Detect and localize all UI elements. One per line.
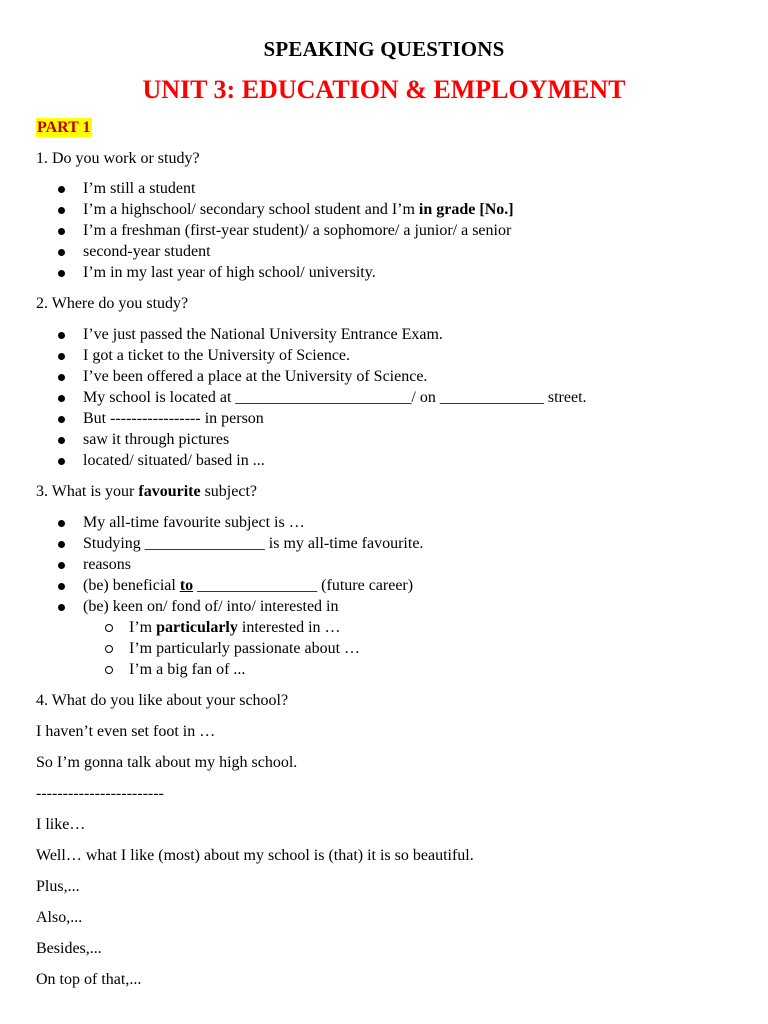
bullet-icon	[58, 374, 65, 381]
part-label: PART 1	[37, 119, 91, 136]
bullet-icon	[58, 437, 65, 444]
bullet-icon	[58, 520, 65, 527]
hollow-bullet-icon	[105, 645, 113, 653]
bullet-icon	[58, 332, 65, 339]
paragraph: Also,...	[36, 909, 83, 926]
bold-phrase: particularly	[156, 619, 238, 636]
bold-phrase: favourite	[138, 483, 201, 500]
separator-line: ------------------------	[36, 785, 164, 802]
bullet-icon	[58, 416, 65, 423]
bullet-icon	[58, 604, 65, 611]
hollow-bullet-icon	[105, 624, 113, 632]
bold-phrase: in grade [No.]	[418, 201, 514, 218]
bullet-icon	[58, 541, 65, 548]
question-3: 3. What is your favourite subject?	[36, 483, 257, 500]
bullet-icon	[58, 249, 65, 256]
paragraph: On top of that,...	[36, 971, 142, 988]
question-2: 2. Where do you study?	[36, 295, 189, 312]
paragraph: So I’m gonna talk about my high school.	[36, 754, 298, 771]
document-page: SPEAKING QUESTIONS UNIT 3: EDUCATION & EMPLOYMENT PART 1 1. Do you work or study? I’m still a student I’m a highschool/ secondary school student and I’m in grade [No.] I’m a freshman (first-year student)/ a sophomore/ a junior/ a senior second-year student I’m in my last year of high school/ university. 2. Where do you study? I’ve just passed the National University Entrance Exam. I got a ticket to the University of Science. I’ve been offered a place at the University of Science. My school is located at ______________________/ on _____________ street. But ----------------- in person saw it through pictures located/ situated/ based in ... 3. What is your favourite subject? My all-time favourite subject is … Studying _______________ is my all-time favourite. reasons (be) beneficial to _______________ (future career) (be) keen on/ fond of/ into/ interested in I’m particularly interested in … I’m particularly passionate about … I’m a big fan of ... 4. What do you like about your school? I haven’t even set foot in … So I’m gonna talk about my high school. ------------------------ I like… Well… what I like (most) about my school is (that) it is so beautiful. Plus,... Also,... Besides,... On top of that,...	[0, 0, 768, 1024]
bullet-icon	[58, 228, 65, 235]
paragraph: Besides,...	[36, 940, 102, 957]
bullet-icon	[58, 270, 65, 277]
document-title: SPEAKING QUESTIONS	[263, 37, 505, 61]
bullet-icon	[58, 395, 65, 402]
bullet-icon	[58, 562, 65, 569]
bullet-icon	[58, 458, 65, 465]
paragraph: I like…	[36, 816, 86, 833]
bold-phrase: to	[179, 577, 194, 594]
paragraph: Well… what I like (most) about my school is (that) it is so beautiful.	[36, 847, 474, 864]
paragraph: I haven’t even set foot in …	[36, 723, 216, 740]
unit-title: UNIT 3: EDUCATION & EMPLOYMENT	[142, 75, 626, 104]
bullet-icon	[58, 207, 65, 214]
bullet-icon	[58, 186, 65, 193]
question-4: 4. What do you like about your school?	[36, 692, 289, 709]
paragraph: Plus,...	[36, 878, 80, 895]
hollow-bullet-icon	[105, 666, 113, 674]
bullet-icon	[58, 583, 65, 590]
question-1: 1. Do you work or study?	[36, 150, 200, 167]
bullet-icon	[58, 353, 65, 360]
